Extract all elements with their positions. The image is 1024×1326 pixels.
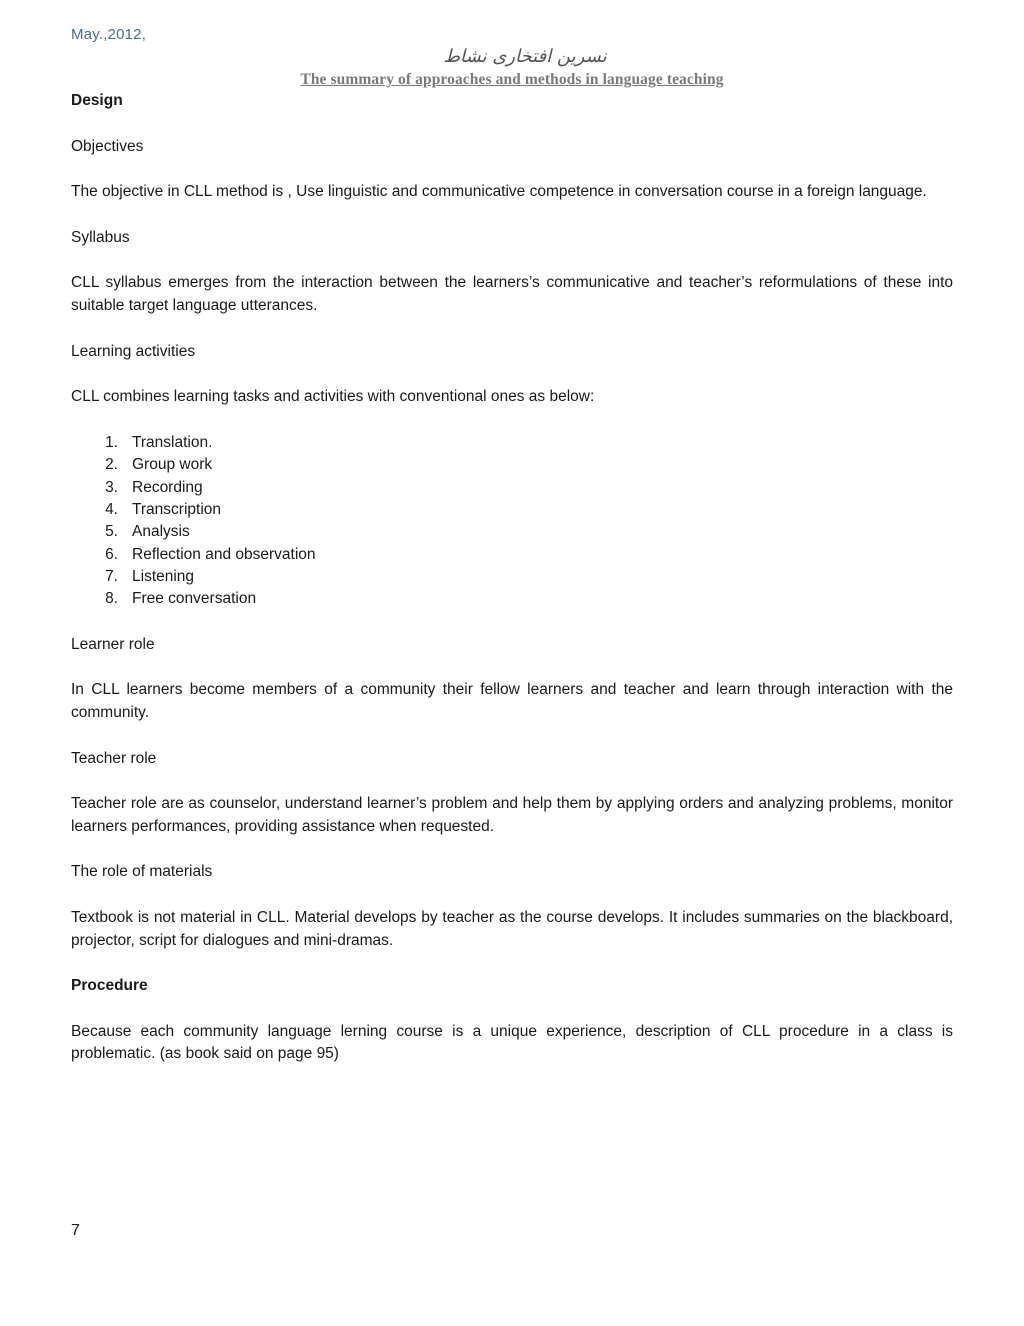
objectives-heading: Objectives [71, 137, 144, 155]
list-item-label: Listening [132, 568, 195, 586]
list-item-label: Analysis [132, 523, 190, 541]
design-heading: Design [71, 92, 123, 109]
syllabus-text: CLL syllabus emerges from the interaction between the learners’s communicative and teacher’s reformulations of these into suitable target language utterances. [71, 274, 953, 314]
activities-heading: Learning activities [71, 342, 196, 360]
list-item-number: 6. [105, 545, 118, 563]
list-item-label: Recording [132, 478, 203, 496]
list-item-label: Translation. [132, 433, 213, 451]
list-item-label: Free conversation [132, 590, 257, 608]
page-number: 7 [71, 1222, 80, 1239]
list-item-number: 2. [105, 456, 118, 474]
header-title: The summary of approaches and methods in language teaching [300, 71, 724, 88]
teacher-role-heading: Teacher role [71, 749, 157, 767]
materials-heading: The role of materials [71, 863, 213, 881]
materials-text: Textbook is not material in CLL. Material develops by teacher as the course develops. It includes summaries on the blackboard, projector, script for dialogues and mini-dramas. [71, 909, 953, 949]
list-item [71, 544, 953, 566]
procedure-text: Because each community language lerning course is a unique experience, description of CLL procedure in a class is problematic. (as book said on page 95) [71, 1022, 953, 1063]
list-item-number: 5. [105, 523, 118, 541]
header-date: May.,2012, [71, 26, 147, 43]
objectives-text: The objective in CLL method is , Use linguistic and communicative competence in conversation course in a foreign language. [71, 183, 927, 201]
list-item-label: Transcription [132, 500, 222, 518]
learner-role-heading: Learner role [71, 635, 155, 653]
list-item [71, 499, 953, 521]
syllabus-heading: Syllabus [71, 228, 130, 246]
list-item-number: 8. [105, 590, 118, 608]
list-item [71, 588, 953, 610]
list-item [71, 454, 953, 476]
procedure-heading: Procedure [71, 977, 148, 995]
header-author: نسرین افتخاری نشاط [443, 46, 607, 67]
list-item [71, 521, 953, 543]
list-item [71, 566, 953, 588]
teacher-role-text: Teacher role are as counselor, understand learner’s problem and help them by applying orders and analyzing problems, monitor learners performances, providing assistance when requested. [71, 795, 953, 835]
list-item-number: 4. [105, 500, 118, 518]
list-item-number: 1. [105, 433, 118, 451]
document-body [71, 90, 953, 1089]
list-item [71, 432, 953, 454]
list-item-number: 7. [105, 568, 118, 586]
activities-intro: CLL combines learning tasks and activities with conventional ones as below: [71, 388, 595, 406]
list-item-label: Reflection and observation [132, 545, 316, 563]
list-item [71, 477, 953, 499]
learner-role-text: In CLL learners become members of a community their fellow learners and teacher and learn through interaction with the community. [71, 681, 953, 722]
activities-list [71, 432, 953, 611]
list-item-label: Group work [132, 456, 213, 474]
list-item-number: 3. [105, 478, 118, 496]
